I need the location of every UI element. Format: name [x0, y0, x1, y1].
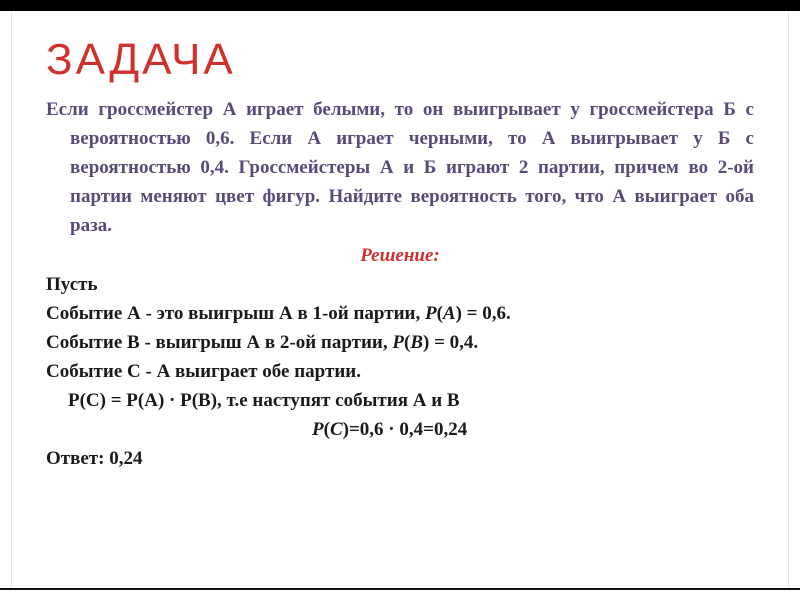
event-a-arg: A — [442, 303, 456, 324]
answer-line: Ответ: 0,24 — [46, 448, 143, 469]
event-a-p: P — [424, 303, 437, 324]
event-b-value: ) = 0,4. — [423, 332, 479, 353]
bottom-border — [0, 588, 800, 600]
event-a-value: ) = 0,6. — [455, 303, 511, 324]
problem-statement — [46, 95, 754, 240]
slide-body — [46, 95, 754, 473]
event-b-arg: B — [410, 332, 424, 353]
event-b-text: Событие В - выигрыш А в 2-ой партии, — [46, 332, 393, 353]
event-a-open: ( — [436, 303, 443, 324]
event-a-text: Событие А - это выигрыш А в 1-ой партии, — [46, 303, 425, 324]
problem-text: Если гроссмейстер А играет белыми, то он выигрывает у гроссмейстера Б с вероятностью 0,6. Если А играет черными, то А выигрывает у Б с вероятностью 0,4. Гроссмейстеры А и Б играют 2 партии, причем во 2-ой партии меняют цвет фигур. Найдите вероятность того, что А выиграет оба раза. — [46, 99, 754, 236]
event-b-p: P — [392, 332, 404, 353]
let-line: Пусть — [46, 274, 98, 295]
calc-arg: C — [329, 419, 343, 440]
left-rule — [11, 11, 12, 588]
event-a-line — [46, 299, 754, 328]
calc-open: ( — [323, 419, 330, 440]
solution-label: Решение: — [360, 245, 440, 266]
slide-title: ЗАДАЧА — [46, 35, 236, 84]
event-b-line — [46, 328, 754, 357]
formula-line: P(C) = P(A) · P(B), т.е наступят события А и В — [68, 390, 460, 411]
calc-rest: )=0,6 · 0,4=0,24 — [342, 419, 468, 440]
right-rule — [788, 11, 789, 588]
event-c-line: Событие С - А выиграет обе партии. — [46, 361, 361, 382]
calc-line — [46, 415, 754, 444]
calc-p: P — [312, 419, 324, 440]
event-b-open: ( — [404, 332, 411, 353]
top-border — [0, 0, 800, 11]
